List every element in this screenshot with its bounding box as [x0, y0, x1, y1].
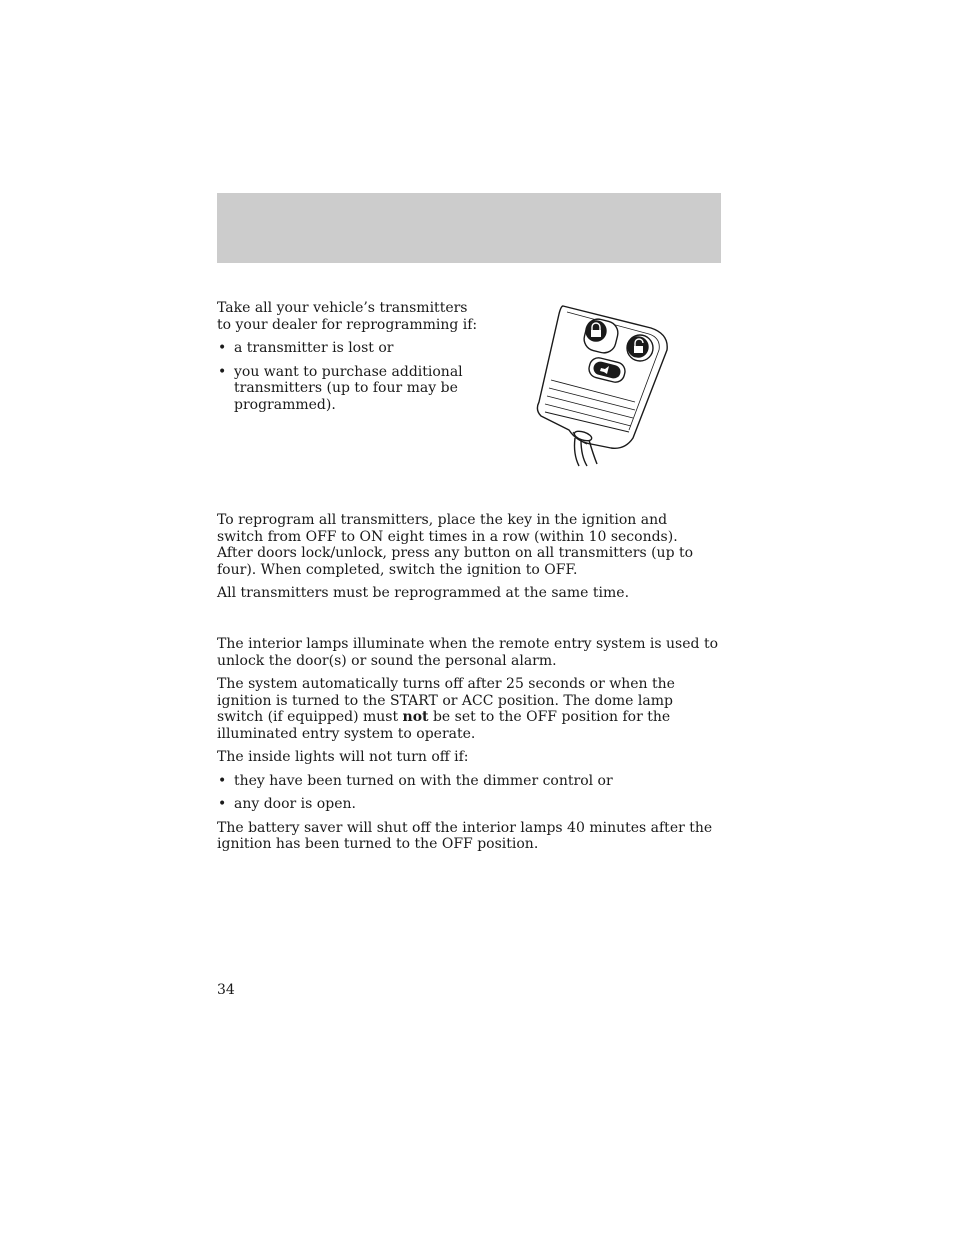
intro-section: [217, 300, 507, 413]
reprogram-note: All transmitters must be reprogrammed at the same time.: [217, 585, 630, 601]
lights-bullet-2: • any door is open.: [217, 796, 719, 813]
page-number: 34: [217, 982, 235, 998]
illuminated-entry-paragraph-3: The inside lights will not turn off if:: [217, 749, 469, 765]
illuminated-entry-paragraph-1: The interior lamps illuminate when the remote entry system is used to unlock the door(s) or sound the personal alarm.: [217, 636, 718, 669]
battery-saver-paragraph: The battery saver will shut off the interior lamps 40 minutes after the ignition has been turned to the OFF position.: [217, 819, 713, 852]
keyless-remote-transmitter-icon: [533, 298, 675, 472]
intro-line-2: to your dealer for reprogramming if:: [217, 316, 478, 333]
section-header-band: [217, 193, 721, 263]
reprogram-section: [217, 512, 717, 602]
emphasis-not: not: [402, 709, 429, 725]
lights-bullet-1: • they have been turned on with the dimmer control or: [217, 773, 719, 790]
illuminated-entry-paragraph-2: The system automatically turns off after 25 seconds or when the ignition is turned to the START or ACC position. The dome lamp switch (if equipped) must not be set to the OFF position for the illuminated entry system to operate.: [217, 676, 675, 742]
intro-bullet-2: • you want to purchase additional transmitters (up to four may be programmed).: [217, 364, 474, 414]
reprogram-paragraph: To reprogram all transmitters, place the key in the ignition and switch from OFF to ON eight times in a row (within 10 seconds). After doors lock/unlock, press any button on all transmitters (up to four). When completed, switch the ignition to OFF.: [217, 512, 694, 578]
intro-bullet-1: • a transmitter is lost or: [217, 340, 507, 357]
intro-bullet-list: [217, 340, 507, 413]
intro-line-1: Take all your vehicle’s transmitters: [217, 300, 468, 316]
lights-bullet-list: [217, 773, 719, 813]
illuminated-entry-section: [217, 636, 719, 853]
